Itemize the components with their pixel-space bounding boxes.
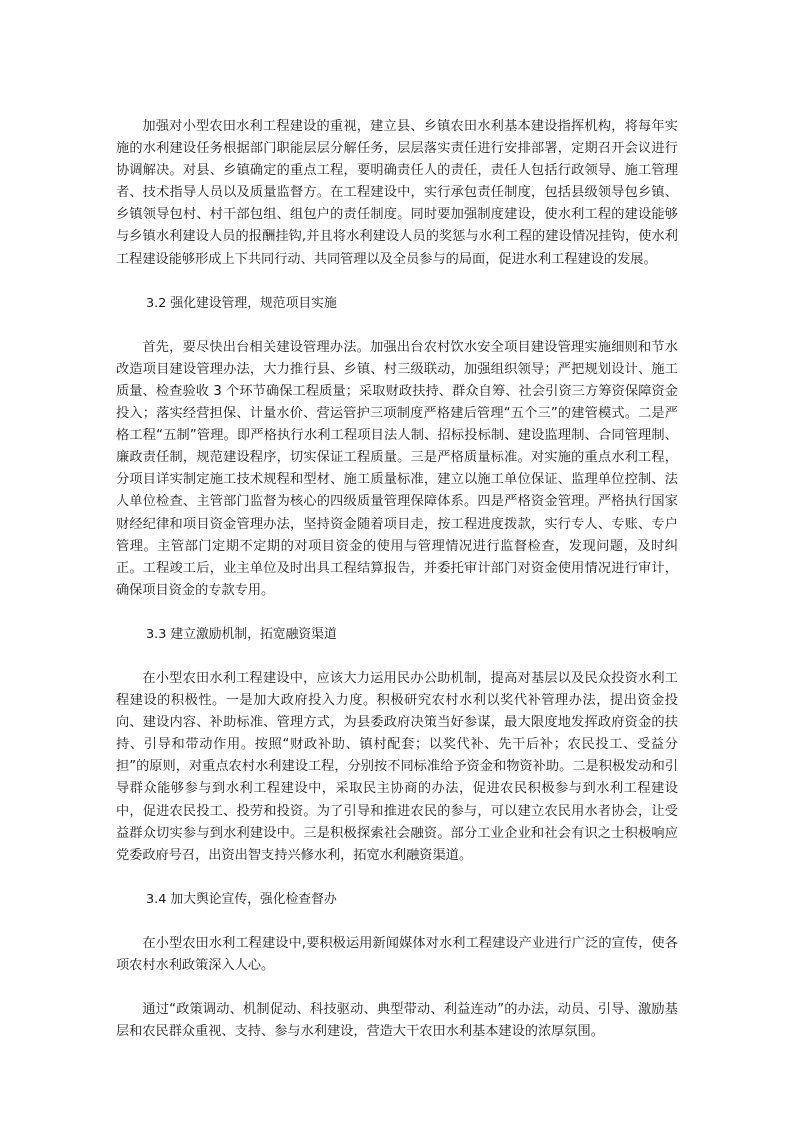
- spacer: [116, 602, 678, 624]
- section-heading-3-4: 3.4 加大舆论宣传，强化检查督办: [146, 891, 337, 907]
- section-heading-3-3: 3.3 建立激励机制，拓宽融资渠道: [146, 626, 337, 642]
- paragraph-construction-management: 首先，要尽快出台相关建设管理办法。加强出台农村饮水安全项目建设管理实施细则和节水改造项目建设管理办法，大力推行县、乡镇、村三级联动，加强组织领导；严把规划设计、施工质量、检查验收 3 个环节确保工程质量；采取财政扶持、群众自筹、社会引资三方筹资保障资金投入；落实经营担保、计量水价、营运管护三项制度严格建后管理“五个三”的建管模式。二是严格工程“五制”管理。即严格执行水利工程项目法人制、招标投标制、建设监理制、合同管理制、廉政责任制，规范建设程序，切实保证工程质量。三是严格质量标准。对实施的重点水利工程，分项目详实制定施工技术规程和型材、施工质量标准，建立以施工单位保证、监理单位控制、法人单位检查、主管部门监督为核心的四级质量管理保障体系。四是严格资金管理。严格执行国家财经纪律和项目资金管理办法，坚持资金随着项目走，按工程进度拨款，实行专人、专账、专户管理。主管部门定期不定期的对项目资金的使用与管理情况进行监督检查，发现问题，及时纠正。工程竣工后，业主单位及时出具工程结算报告，并委托审计部门对资金使用情况进行审计，确保项目资金的专款专用。: [116, 339, 678, 598]
- section-heading-3-2: 3.2 强化建设管理，规范项目实施: [146, 295, 337, 311]
- document-body: [116, 116, 678, 1043]
- paragraph-publicity: 在小型农田水利工程建设中,要积极运用新闻媒体对水利工程建设产业进行广泛的宣传，使各项农村水利政策深入人心。: [116, 935, 678, 973]
- spacer: [116, 646, 678, 668]
- spacer: [116, 867, 678, 889]
- spacer: [116, 315, 678, 337]
- spacer: [116, 271, 678, 293]
- spacer: [116, 977, 678, 999]
- spacer: [116, 911, 678, 933]
- paragraph-responsibility: 加强对小型农田水利工程建设的重视，建立县、乡镇农田水利基本建设指挥机构，将每年实施的水利建设任务根据部门职能层层分解任务，层层落实责任进行安排部署，定期召开会议进行协调解决。对县、乡镇确定的重点工程，要明确责任人的责任，责任人包括行政领导、施工管理者、技术指导人员以及质量监督方。在工程建设中，实行承包责任制度，包括县级领导包乡镇、乡镇领导包村、村干部包组、组包户的责任制度。同时要加强制度建设，使水利工程的建设能够与乡镇水利建设人员的报酬挂钩,并且将水利建设人员的奖惩与水利工程的建设情况挂钩，使水利工程建设能够形成上下共同行动、共同管理以及全员参与的局面，促进水利工程建设的发展。: [116, 119, 678, 267]
- paragraph-incentive-mechanism: 在小型农田水利工程建设中，应该大力运用民办公助机制，提高对基层以及民众投资水利工程建设的积极性。一是加大政府投入力度。积极研究农村水利以奖代补管理办法，提出资金投向、建设内容、补助标准、管理方式，为县委政府决策当好参谋，最大限度地发挥政府资金的扶持、引导和带动作用。按照“财政补助、镇村配套；以奖代补、先干后补；农民投工、受益分担”的原则，对重点农村水利建设工程，分别按不同标准给予资金和物资补助。二是积极发动和引导群众能够参与到水利工程建设中，采取民主协商的办法，促进农民积极参与到水利工程建设中，促进农民投工、投劳和投资。为了引导和推进农民的参与，可以建立农民用水者协会，让受益群众切实参与到水利建设中。三是积极探索社会融资。部分工业企业和社会有识之士积极响应党委政府号召，出资出智支持兴修水利，拓宽水利融资渠道。: [116, 670, 679, 863]
- paragraph-mobilization: 通过“政策调动、机制促动、科技驱动、典型带动、利益连动”的办法，动员、引导、激励基层和农民群众重视、支持、参与水利建设，营造大干农田水利基本建设的浓厚氛围。: [116, 1002, 678, 1040]
